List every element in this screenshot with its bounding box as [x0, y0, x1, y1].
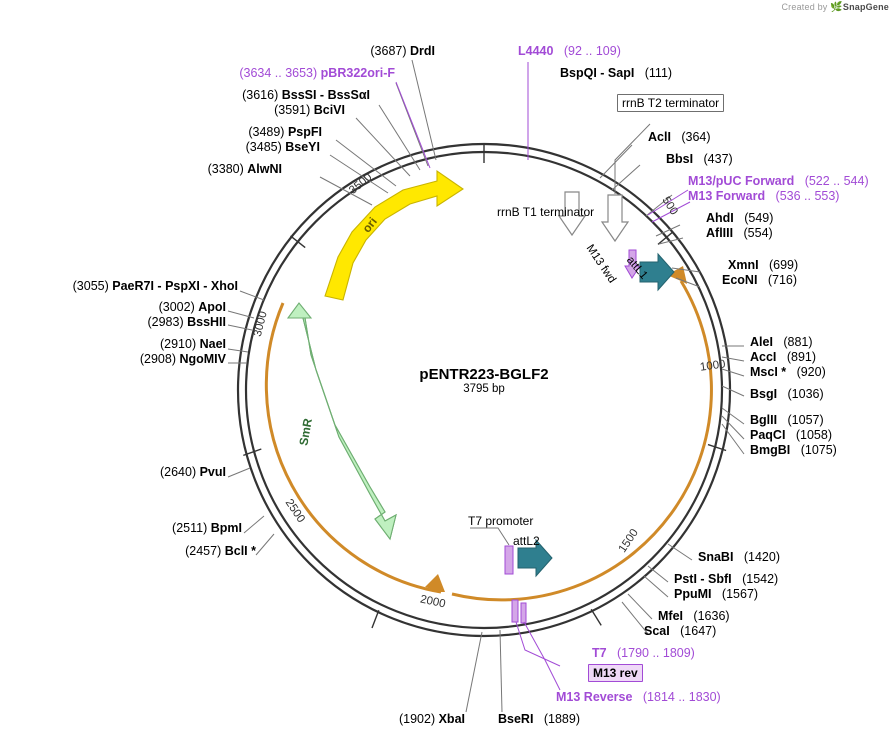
m13-rev-box: M13 rev [588, 664, 643, 682]
label-drdi [160, 44, 435, 59]
label-bsgi [750, 387, 824, 402]
ngomiv-position: (2908) [139, 352, 176, 366]
rrnb-t2-leader [615, 124, 650, 194]
snabi-enzyme: SnaBI [698, 550, 734, 564]
label-bmgbi [750, 443, 837, 458]
bglii-position: (1057) [787, 413, 824, 427]
acli-position: (364) [681, 130, 711, 144]
msci-enzyme: MscI * [750, 365, 787, 379]
scai-enzyme: ScaI [644, 624, 670, 638]
label-econi [722, 273, 797, 288]
label-bseri [498, 712, 580, 727]
apoi-position: (3002) [158, 300, 195, 314]
psti-sbfi-enzyme: PstI - SbfI [674, 572, 732, 586]
bsgi-enzyme: BsgI [750, 387, 778, 401]
paqci-position: (1058) [795, 428, 832, 442]
bmgbi-position: (1075) [800, 443, 837, 457]
label-bsshii [0, 315, 226, 330]
label-psti-sbfi [674, 572, 778, 587]
t7-primer-range: (1790 .. 1809) [617, 646, 695, 660]
bglii-enzyme: BglII [750, 413, 778, 427]
acci-enzyme: AccI [750, 350, 777, 364]
bmgbi-enzyme: BmgBI [750, 443, 791, 457]
credit-prefix: Created by [781, 2, 828, 12]
label-xmni [728, 258, 798, 273]
label-ngomiv [0, 352, 226, 367]
rrnb-t2-terminator-box: rrnB T2 terminator [617, 94, 724, 112]
label-ahdi [706, 211, 773, 226]
apoi-enzyme: ApoI [198, 300, 226, 314]
bseyi-position: (3485) [245, 140, 282, 154]
bcivi-enzyme: BciVI [313, 103, 345, 117]
tick-1000: 1000 [699, 358, 727, 374]
l4440-range: (92 .. 109) [563, 44, 621, 58]
backbone-arc-left [266, 303, 441, 592]
drdi-enzyme: DrdI [410, 44, 435, 58]
ahdi-position: (549) [744, 211, 774, 225]
feature-label-smr: SmR [296, 417, 315, 447]
plasmid-size: 3795 bp [463, 383, 505, 395]
t7-promoter-mark [470, 528, 513, 574]
snabi-position: (1420) [743, 550, 780, 564]
pspfi-position: (3489) [248, 125, 285, 139]
label-pbr322ori-f [30, 66, 395, 81]
label-acli [648, 130, 711, 145]
l4440-primer: L4440 [518, 44, 554, 58]
credit-brand: SnapGene [842, 2, 889, 12]
bcivi-position: (3591) [274, 103, 311, 117]
tick-3500: 3500 [347, 171, 375, 197]
ngomiv-enzyme: NgoMIV [179, 352, 226, 366]
bspqi-sapi-enzyme: BspQI - SapI [560, 66, 635, 80]
t7-primer-name: T7 [592, 646, 607, 660]
m13-rev-mark [512, 600, 560, 690]
label-mfei [658, 609, 730, 624]
label-paqci [750, 428, 832, 443]
bsshii-enzyme: BssHII [187, 315, 226, 329]
label-bpmi [0, 521, 242, 536]
tick-1500: 1500 [616, 527, 641, 555]
bsshii-position: (2983) [147, 315, 184, 329]
m13-forward-primer: M13 Forward [688, 189, 766, 203]
label-msci [750, 365, 826, 380]
tick-3000: 3000 [251, 310, 270, 338]
bpmi-enzyme: BpmI [210, 521, 242, 535]
leader-lines-bottom [466, 630, 502, 712]
pbr322ori-f-primer: pBR322ori-F [320, 66, 395, 80]
tick-2000: 2000 [419, 593, 447, 611]
rrnb-t2-terminator-arrow [602, 195, 628, 241]
bbsi-enzyme: BbsI [666, 152, 694, 166]
label-pspfi [30, 125, 322, 140]
bspqi-sapi-position: (111) [644, 66, 673, 80]
leaf-icon: 🌿 [830, 2, 843, 13]
tick-500: 500 [659, 194, 680, 218]
label-scai [644, 624, 716, 639]
econi-enzyme: EcoNI [722, 273, 758, 287]
label-m13-reverse [556, 690, 721, 705]
ppumi-enzyme: PpuMI [674, 587, 712, 601]
bseyi-enzyme: BseYI [285, 140, 320, 154]
label-m13-puc-forward [688, 174, 869, 189]
label-snabi [698, 550, 780, 565]
acli-enzyme: AclI [648, 130, 671, 144]
drdi-position: (3687) [370, 44, 407, 58]
bsgi-position: (1036) [787, 387, 824, 401]
label-bbsi [666, 152, 733, 167]
label-naei [0, 337, 226, 352]
label-l4440 [518, 44, 621, 59]
pbr322ori-f-range: (3634 .. 3653) [239, 66, 318, 80]
msci-position: (920) [796, 365, 826, 379]
xbai-position: (1902) [398, 712, 436, 726]
psti-sbfi-position: (1542) [742, 572, 779, 586]
xmni-position: (699) [768, 258, 799, 272]
label-bsssi-bssai [30, 88, 370, 103]
bbsi-position: (437) [703, 152, 733, 166]
label-alei [750, 335, 813, 350]
label-bcli [0, 544, 256, 559]
m13-puc-forward-primer: M13/pUC Forward [688, 174, 795, 188]
bsssi-enzyme: BssSI - BssSαI [281, 88, 370, 102]
paer7i-position: (3055) [72, 279, 109, 293]
rrnb-t2-terminator-label [617, 96, 724, 111]
label-acci [750, 350, 816, 365]
bcli-position: (2457) [185, 544, 222, 558]
bcli-enzyme: BclI * [224, 544, 256, 558]
label-aflii [706, 226, 773, 241]
bpmi-position: (2511) [172, 521, 208, 535]
label-bseyi [30, 140, 320, 155]
alwni-position: (3380) [207, 162, 244, 176]
plasmid-name: pENTR223-BGLF2 [419, 366, 549, 383]
mfei-position: (1636) [693, 609, 730, 623]
m13-puc-forward-range: (522 .. 544) [804, 174, 869, 188]
bsssi-position: (3616) [242, 88, 279, 102]
label-bcivi [30, 103, 345, 118]
paer7i-enzyme: PaeR7I - PspXI - XhoI [112, 279, 238, 293]
feature-label-attl1: attL1 [623, 254, 650, 282]
xbai-enzyme: XbaI [438, 712, 465, 726]
aflii-position: (554) [743, 226, 773, 240]
feature-label-rrnb-t1: rrnB T1 terminator [497, 205, 595, 219]
m13-forward-range: (536 .. 553) [775, 189, 840, 203]
aflii-enzyme: AflIII [706, 226, 734, 240]
pspfi-enzyme: PspFI [287, 125, 322, 139]
label-xbai [300, 712, 465, 727]
label-t7-primer [592, 646, 695, 661]
leader-lines-left [228, 291, 274, 555]
label-bglii [750, 413, 824, 428]
label-ppumi [674, 587, 758, 602]
label-bspqi-sapi [560, 66, 672, 81]
tick-2500: 2500 [282, 497, 307, 525]
paqci-enzyme: PaqCI [750, 428, 786, 442]
label-alwni [30, 162, 282, 177]
label-m13-forward [688, 189, 839, 204]
naei-enzyme: NaeI [199, 337, 226, 351]
label-paer7i-pspxi-xhoi [0, 279, 238, 294]
ppumi-position: (1567) [721, 587, 759, 601]
label-apoi [0, 300, 226, 315]
m13-reverse-primer: M13 Reverse [556, 690, 633, 704]
feature-label-t7-promoter: T7 promoter [468, 514, 534, 528]
m13-reverse-range: (1814 .. 1830) [642, 690, 721, 704]
pvui-enzyme: PvuI [199, 465, 226, 479]
alwni-enzyme: AlwNI [247, 162, 282, 176]
backbone-arc-right [452, 281, 711, 600]
alei-enzyme: AleI [750, 335, 773, 349]
bseri-position: (1889) [543, 712, 580, 726]
econi-position: (716) [767, 273, 798, 287]
naei-position: (2910) [159, 337, 197, 351]
feature-label-m13-fwd: M13 fwd [583, 242, 618, 286]
ahdi-enzyme: AhdI [706, 211, 734, 225]
bseri-enzyme: BseRI [498, 712, 534, 726]
acci-position: (891) [786, 350, 817, 364]
label-pvui [0, 465, 226, 480]
scai-position: (1647) [680, 624, 717, 638]
label-m13-rev [588, 666, 643, 681]
xmni-enzyme: XmnI [728, 258, 759, 272]
feature-label-attl2: attL2 [513, 534, 540, 548]
feature-label-ori: ori [359, 214, 380, 236]
pvui-position: (2640) [159, 465, 197, 479]
mfei-enzyme: MfeI [658, 609, 683, 623]
alei-position: (881) [783, 335, 813, 349]
